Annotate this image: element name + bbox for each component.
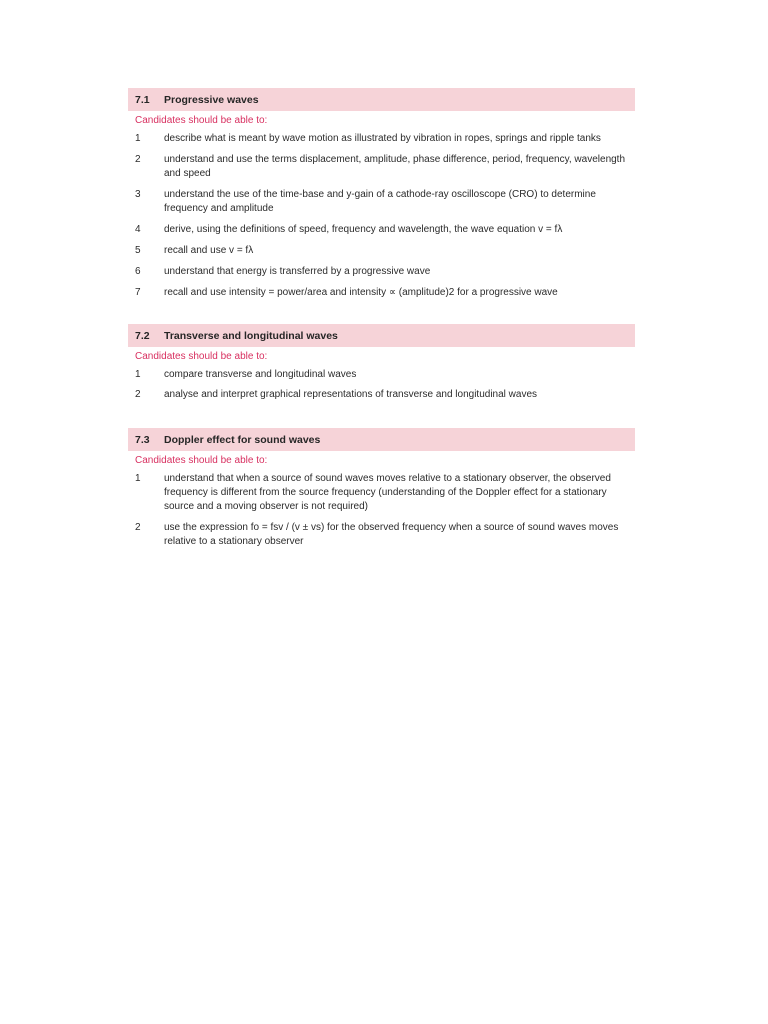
objective-list (128, 128, 635, 303)
section-7-2 (128, 324, 635, 407)
item-number: 1 (135, 369, 141, 380)
item-text: use the expression fo = fsv / (v ± vs) for the observed frequency when a source of sound waves moves relative to a stationary observer (164, 522, 619, 547)
item-number: 1 (135, 473, 141, 484)
item-number: 6 (135, 266, 141, 277)
list-item (128, 128, 635, 149)
item-text: understand that energy is transferred by a progressive wave (164, 266, 431, 277)
section-7-3 (128, 428, 635, 552)
section-number: 7.3 (135, 433, 150, 446)
section-intro: Candidates should be able to: (135, 351, 268, 362)
list-item (128, 385, 635, 405)
item-number: 5 (135, 245, 141, 256)
item-number: 3 (135, 189, 141, 200)
section-number: 7.1 (135, 93, 150, 106)
item-text: understand that when a source of sound waves moves relative to a stationary observer, the observed frequency is different from the source frequency (understanding of the Doppler effect for a stationary source and a moving observer is not required) (164, 473, 611, 512)
section-title: Transverse and longitudinal waves (164, 329, 338, 342)
section-title: Progressive waves (164, 93, 259, 106)
section-7-1 (128, 88, 635, 303)
list-item (128, 219, 635, 240)
list-item (128, 240, 635, 261)
list-item (128, 282, 635, 303)
list-item (128, 517, 635, 552)
item-text: understand the use of the time-base and y-gain of a cathode-ray oscilloscope (CRO) to determine frequency and amplitude (164, 189, 596, 214)
item-number: 4 (135, 224, 141, 235)
section-header (128, 88, 635, 111)
item-number: 2 (135, 154, 141, 165)
item-text: understand and use the terms displacement, amplitude, phase difference, period, frequency, wavelength and speed (164, 154, 626, 179)
clipped-row (128, 385, 635, 407)
item-text: analyse and interpret graphical representations of transverse and longitudinal waves (164, 389, 538, 400)
item-text: recall and use intensity = power/area and intensity ∝ (amplitude)2 for a progressive wave (164, 287, 558, 298)
section-intro: Candidates should be able to: (135, 455, 268, 466)
list-item (128, 364, 635, 385)
item-number: 2 (135, 389, 141, 400)
item-text: describe what is meant by wave motion as illustrated by vibration in ropes, springs and ripple tanks (164, 133, 601, 144)
section-header (128, 324, 635, 347)
list-item (128, 184, 635, 219)
item-text: compare transverse and longitudinal waves (164, 369, 357, 380)
list-item (128, 261, 635, 282)
section-number: 7.2 (135, 329, 150, 342)
list-item (128, 468, 635, 517)
section-title: Doppler effect for sound waves (164, 433, 321, 446)
syllabus-excerpt (128, 88, 635, 552)
objective-list (128, 468, 635, 552)
item-number: 7 (135, 287, 141, 298)
list-item (128, 149, 635, 184)
item-text: derive, using the definitions of speed, frequency and wavelength, the wave equation v = fλ (164, 224, 563, 235)
section-intro: Candidates should be able to: (135, 115, 268, 126)
section-header (128, 428, 635, 451)
item-number: 2 (135, 522, 141, 533)
objective-list (128, 364, 635, 407)
item-number: 1 (135, 133, 141, 144)
item-text: recall and use v = fλ (164, 245, 254, 256)
